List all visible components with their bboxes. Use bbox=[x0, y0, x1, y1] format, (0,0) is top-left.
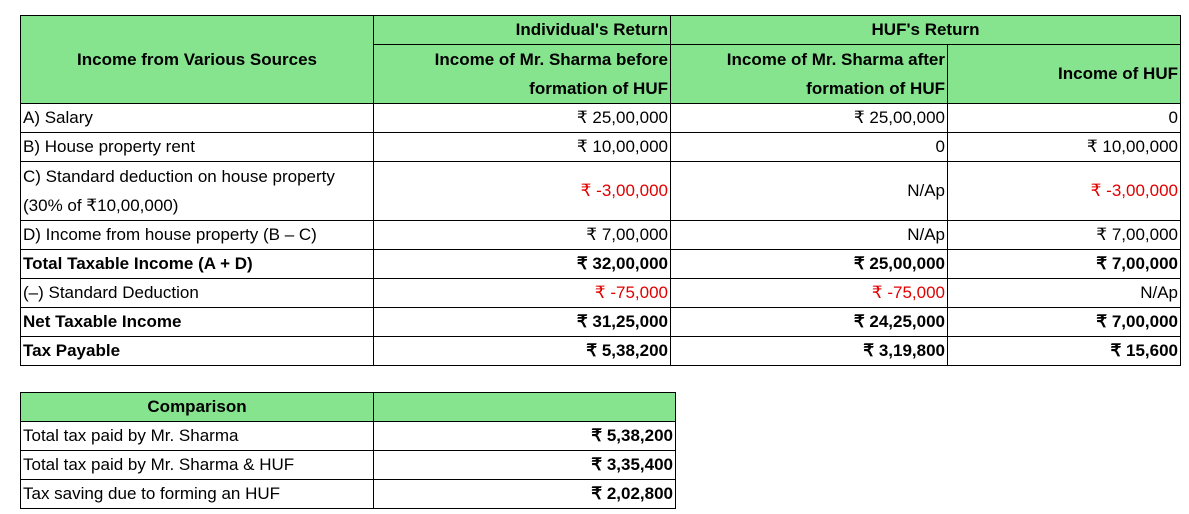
row-label: Total tax paid by Mr. Sharma & HUF bbox=[21, 451, 374, 480]
cell-after: ₹ 24,25,000 bbox=[671, 308, 948, 337]
row-label: (–) Standard Deduction bbox=[21, 279, 374, 308]
row-label: Tax Payable bbox=[21, 337, 374, 366]
cell-after: ₹ 25,00,000 bbox=[671, 250, 948, 279]
cell-before: ₹ 7,00,000 bbox=[374, 221, 671, 250]
cell-before: ₹ 32,00,000 bbox=[374, 250, 671, 279]
row-label: A) Salary bbox=[21, 104, 374, 133]
cell-value: ₹ 2,02,800 bbox=[374, 480, 676, 509]
row-label: B) House property rent bbox=[21, 133, 374, 162]
header-huf-return: HUF's Return bbox=[671, 16, 1181, 45]
cell-before: ₹ 31,25,000 bbox=[374, 308, 671, 337]
table-row bbox=[21, 279, 1181, 308]
cell-value: ₹ 3,35,400 bbox=[374, 451, 676, 480]
comparison-title: Comparison bbox=[21, 393, 374, 422]
income-comparison-table bbox=[20, 15, 1181, 366]
table-row bbox=[21, 422, 676, 451]
cell-before: ₹ -3,00,000 bbox=[374, 162, 671, 221]
cell-huf: ₹ 7,00,000 bbox=[948, 221, 1181, 250]
cell-after: N/Ap bbox=[671, 221, 948, 250]
table-row bbox=[21, 451, 676, 480]
row-label: Total Taxable Income (A + D) bbox=[21, 250, 374, 279]
header-individual-return: Individual's Return bbox=[374, 16, 671, 45]
row-label: Tax saving due to forming an HUF bbox=[21, 480, 374, 509]
table-row bbox=[21, 308, 1181, 337]
cell-before: ₹ 25,00,000 bbox=[374, 104, 671, 133]
row-label: C) Standard deduction on house property (30% of ₹10,00,000) bbox=[21, 162, 374, 221]
table-row bbox=[21, 162, 1181, 221]
cell-before: ₹ 10,00,000 bbox=[374, 133, 671, 162]
cell-huf: ₹ 15,600 bbox=[948, 337, 1181, 366]
cell-huf: ₹ 7,00,000 bbox=[948, 308, 1181, 337]
comparison-header-empty bbox=[374, 393, 676, 422]
cell-huf: ₹ 10,00,000 bbox=[948, 133, 1181, 162]
table-row bbox=[21, 480, 676, 509]
header-income-sources: Income from Various Sources bbox=[21, 16, 374, 104]
row-label: D) Income from house property (B – C) bbox=[21, 221, 374, 250]
table-row bbox=[21, 133, 1181, 162]
row-label: Total tax paid by Mr. Sharma bbox=[21, 422, 374, 451]
cell-huf: ₹ 7,00,000 bbox=[948, 250, 1181, 279]
header-before-huf: Income of Mr. Sharma before formation of HUF bbox=[374, 45, 671, 104]
header-after-huf: Income of Mr. Sharma after formation of HUF bbox=[671, 45, 948, 104]
cell-after: N/Ap bbox=[671, 162, 948, 221]
cell-after: ₹ 3,19,800 bbox=[671, 337, 948, 366]
header-income-of-huf: Income of HUF bbox=[948, 45, 1181, 104]
row-label: Net Taxable Income bbox=[21, 308, 374, 337]
cell-after: ₹ -75,000 bbox=[671, 279, 948, 308]
comparison-table bbox=[20, 392, 676, 509]
cell-before: ₹ 5,38,200 bbox=[374, 337, 671, 366]
table-row bbox=[21, 250, 1181, 279]
table-row bbox=[21, 337, 1181, 366]
table-row bbox=[21, 104, 1181, 133]
cell-after: 0 bbox=[671, 133, 948, 162]
cell-after: ₹ 25,00,000 bbox=[671, 104, 948, 133]
cell-huf: 0 bbox=[948, 104, 1181, 133]
cell-value: ₹ 5,38,200 bbox=[374, 422, 676, 451]
cell-before: ₹ -75,000 bbox=[374, 279, 671, 308]
cell-huf: ₹ -3,00,000 bbox=[948, 162, 1181, 221]
cell-huf: N/Ap bbox=[948, 279, 1181, 308]
table-row bbox=[21, 221, 1181, 250]
